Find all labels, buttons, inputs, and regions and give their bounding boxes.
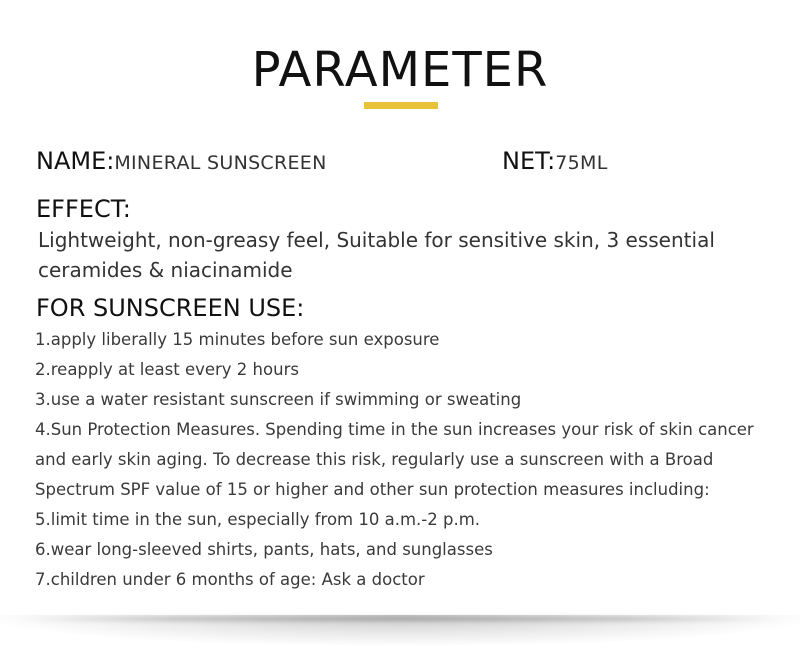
page-title: PARAMETER: [251, 42, 549, 98]
name-label: NAME:: [36, 147, 115, 175]
effect-text: Lightweight, non-greasy feel, Suitable for sensitive skin, 3 essential ceramides & niacinamide: [38, 228, 715, 282]
effect-heading: EFFECT:: [36, 195, 131, 223]
net-row: [502, 146, 608, 178]
list-item: 7.children under 6 months of age: Ask a doctor: [35, 570, 425, 589]
use-heading: FOR SUNSCREEN USE:: [36, 294, 305, 322]
list-item: 6.wear long-sleeved shirts, pants, hats, and sunglasses: [35, 540, 493, 559]
list-item: 4.Sun Protection Measures. Spending time in the sun increases your risk of skin cancer and early skin aging. To decrease this risk, regularly use a sunscreen with a Broad Spectrum SPF value of 15 or higher and other sun protection measures including:: [35, 420, 754, 499]
bottom-shadow-line: [20, 617, 780, 621]
list-item: 2.reapply at least every 2 hours: [35, 360, 299, 379]
list-item: 5.limit time in the sun, especially from 10 a.m.-2 p.m.: [35, 510, 481, 529]
net-label: NET:: [502, 147, 556, 175]
net-value: 75ML: [555, 152, 608, 174]
title-underline-bar: [364, 102, 438, 109]
list-item: 1.apply liberally 15 minutes before sun exposure: [35, 330, 440, 349]
name-value: MINERAL SUNSCREEN: [114, 152, 327, 174]
list-item: 3.use a water resistant sunscreen if swimming or sweating: [35, 390, 522, 409]
name-row: [36, 146, 327, 178]
use-instructions-list: [35, 325, 775, 595]
